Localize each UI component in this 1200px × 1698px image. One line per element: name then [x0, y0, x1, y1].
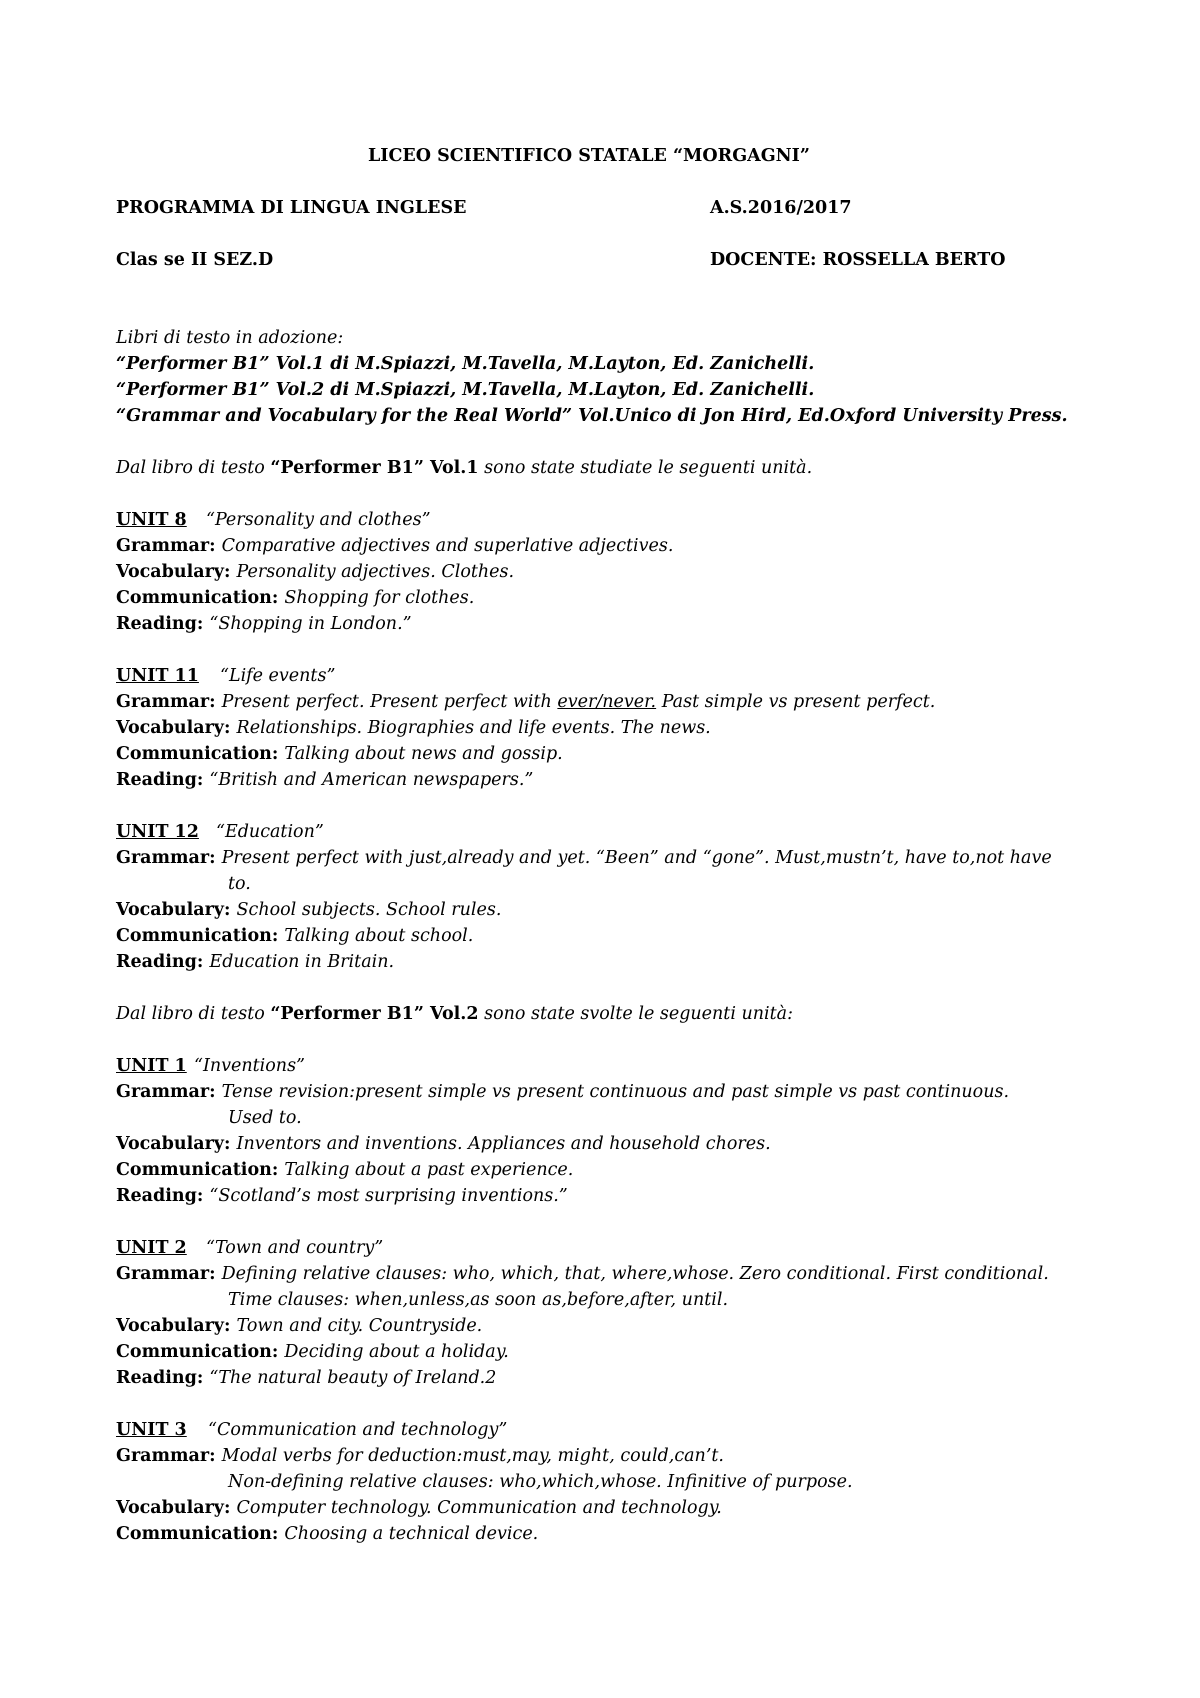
unit-label: UNIT 11 [116, 666, 199, 686]
school-year: A.S.2016/2017 [710, 198, 852, 218]
unit-label: UNIT 3 [116, 1420, 187, 1440]
grammar-label: Grammar: [116, 1446, 222, 1466]
communication-line [116, 1158, 573, 1182]
reading-label: Reading: [116, 1368, 210, 1388]
grammar-label: Grammar: [116, 1082, 222, 1102]
unit-heading [116, 1418, 507, 1442]
unit-heading [116, 664, 335, 688]
unit-label: UNIT 1 [116, 1056, 187, 1076]
vocabulary-text: School subjects. School rules. [236, 900, 502, 920]
book-item: “Grammar and Vocabulary for the Real World” Vol.Unico di Jon Hird, Ed.Oxford University Press. [116, 406, 1068, 426]
communication-text: Talking about school. [284, 926, 474, 946]
grammar-label: Grammar: [116, 536, 222, 556]
reading-text: “Scotland’s most surprising inventions.” [209, 1186, 568, 1206]
book-item: “Performer B1” Vol.1 di M.Spiazzi, M.Tavella, M.Layton, Ed. Zanichelli. [116, 354, 815, 374]
reading-line [116, 1184, 568, 1208]
grammar-continuation: Time clauses: when,unless,as soon as,before,after, until. [228, 1290, 729, 1310]
grammar-line [116, 690, 935, 714]
vol1-intro-post: sono state studiate le seguenti unità. [478, 458, 813, 478]
class-line [116, 248, 273, 272]
grammar-underlined: ever/never. [557, 692, 657, 712]
grammar-text: Present perfect with just,already and yet. “Been” and “gone”. Must,mustn’t, have to,not have [221, 848, 1052, 868]
communication-line [116, 924, 473, 948]
unit-heading [116, 1236, 383, 1260]
unit-title: “Personality and clothes” [206, 510, 431, 530]
reading-line [116, 612, 412, 636]
vocabulary-line [116, 560, 514, 584]
vocabulary-line [116, 716, 711, 740]
reading-text: “Shopping in London.” [209, 614, 412, 634]
book-item: “Performer B1” Vol.2 di M.Spiazzi, M.Tavella, M.Layton, Ed. Zanichelli. [116, 380, 815, 400]
unit-title: “Inventions” [194, 1056, 306, 1076]
communication-label: Communication: [116, 1524, 285, 1544]
vocabulary-text: Personality adjectives. Clothes. [236, 562, 515, 582]
grammar-label: Grammar: [116, 1264, 222, 1284]
reading-text: “The natural beauty of Ireland.2 [209, 1368, 497, 1388]
grammar-text: Defining relative clauses: who, which, that, where,whose. Zero conditional. First conditional. [221, 1264, 1049, 1284]
unit-heading [116, 820, 324, 844]
vol1-intro-book: “Performer B1” Vol.1 [270, 458, 479, 478]
unit-label: UNIT 8 [116, 510, 187, 530]
grammar-continuation: Non-defining relative clauses: who,which,whose. Infinitive of purpose. [228, 1472, 853, 1492]
reading-line [116, 1366, 496, 1390]
vocabulary-line [116, 1314, 482, 1338]
grammar-line [116, 1080, 1009, 1104]
books-intro: Libri di testo in adozione: [116, 328, 344, 348]
grammar-text: Tense revision:present simple vs present continuous and past simple vs past continuous. [221, 1082, 1010, 1102]
reading-text: Education in Britain. [209, 952, 395, 972]
communication-line [116, 586, 474, 610]
teacher-name: DOCENTE: ROSSELLA BERTO [710, 250, 1006, 270]
communication-text: Talking about a past experience. [284, 1160, 574, 1180]
reading-label: Reading: [116, 952, 210, 972]
grammar-continuation: Used to. [228, 1108, 302, 1128]
reading-label: Reading: [116, 1186, 210, 1206]
grammar-text: Comparative adjectives and superlative adjectives. [221, 536, 674, 556]
vocabulary-label: Vocabulary: [116, 1134, 237, 1154]
vocabulary-line [116, 1132, 771, 1156]
grammar-line [116, 1444, 724, 1468]
program-title: PROGRAMMA DI LINGUA INGLESE [116, 198, 467, 218]
grammar-label: Grammar: [116, 848, 222, 868]
unit-heading [116, 1054, 305, 1078]
class-value: II SEZ.D [190, 250, 274, 270]
reading-line [116, 768, 533, 792]
unit-title: “Life events” [220, 666, 336, 686]
grammar-line [116, 1262, 1049, 1286]
reading-label: Reading: [116, 770, 210, 790]
communication-label: Communication: [116, 926, 285, 946]
vol2-intro-pre: Dal libro di testo [116, 1004, 271, 1024]
grammar-line [116, 534, 673, 558]
unit-title: “Town and country” [206, 1238, 384, 1258]
vocabulary-text: Computer technology. Communication and technology. [236, 1498, 722, 1518]
communication-line [116, 742, 563, 766]
grammar-continuation: to. [228, 874, 251, 894]
grammar-label: Grammar: [116, 692, 222, 712]
vol2-intro-post: sono state svolte le seguenti unità: [478, 1004, 793, 1024]
vocabulary-text: Relationships. Biographies and life events. The news. [236, 718, 711, 738]
grammar-text: Past simple vs present perfect. [656, 692, 936, 712]
reading-line [116, 950, 394, 974]
vocabulary-text: Town and city. Countryside. [236, 1316, 483, 1336]
communication-text: Talking about news and gossip. [284, 744, 563, 764]
class-label: Clas se [116, 250, 191, 270]
vol2-intro-book: “Performer B1” Vol.2 [270, 1004, 479, 1024]
grammar-line [116, 846, 1052, 870]
communication-text: Choosing a technical device. [284, 1524, 539, 1544]
vocabulary-text: Inventors and inventions. Appliances and household chores. [236, 1134, 771, 1154]
vocabulary-label: Vocabulary: [116, 718, 237, 738]
unit-title: “Education” [216, 822, 324, 842]
vocabulary-label: Vocabulary: [116, 900, 237, 920]
communication-line [116, 1340, 509, 1364]
communication-label: Communication: [116, 1342, 285, 1362]
grammar-text: Modal verbs for deduction:must,may, might, could,can’t. [221, 1446, 724, 1466]
vocabulary-line [116, 1496, 722, 1520]
vocabulary-label: Vocabulary: [116, 1316, 237, 1336]
communication-line [116, 1522, 538, 1546]
vol1-intro-pre: Dal libro di testo [116, 458, 271, 478]
communication-label: Communication: [116, 1160, 285, 1180]
communication-text: Deciding about a holiday. [284, 1342, 509, 1362]
vocabulary-line [116, 898, 501, 922]
vol2-intro [116, 1002, 793, 1026]
unit-title: “Communication and technology” [208, 1420, 508, 1440]
unit-label: UNIT 12 [116, 822, 199, 842]
communication-text: Shopping for clothes. [284, 588, 475, 608]
school-title: LICEO SCIENTIFICO STATALE “MORGAGNI” [368, 146, 810, 166]
communication-label: Communication: [116, 744, 285, 764]
communication-label: Communication: [116, 588, 285, 608]
vocabulary-label: Vocabulary: [116, 1498, 237, 1518]
reading-label: Reading: [116, 614, 210, 634]
unit-heading [116, 508, 431, 532]
unit-label: UNIT 2 [116, 1238, 187, 1258]
reading-text: “British and American newspapers.” [209, 770, 534, 790]
vocabulary-label: Vocabulary: [116, 562, 237, 582]
grammar-text: Present perfect. Present perfect with [221, 692, 558, 712]
vol1-intro [116, 456, 812, 480]
